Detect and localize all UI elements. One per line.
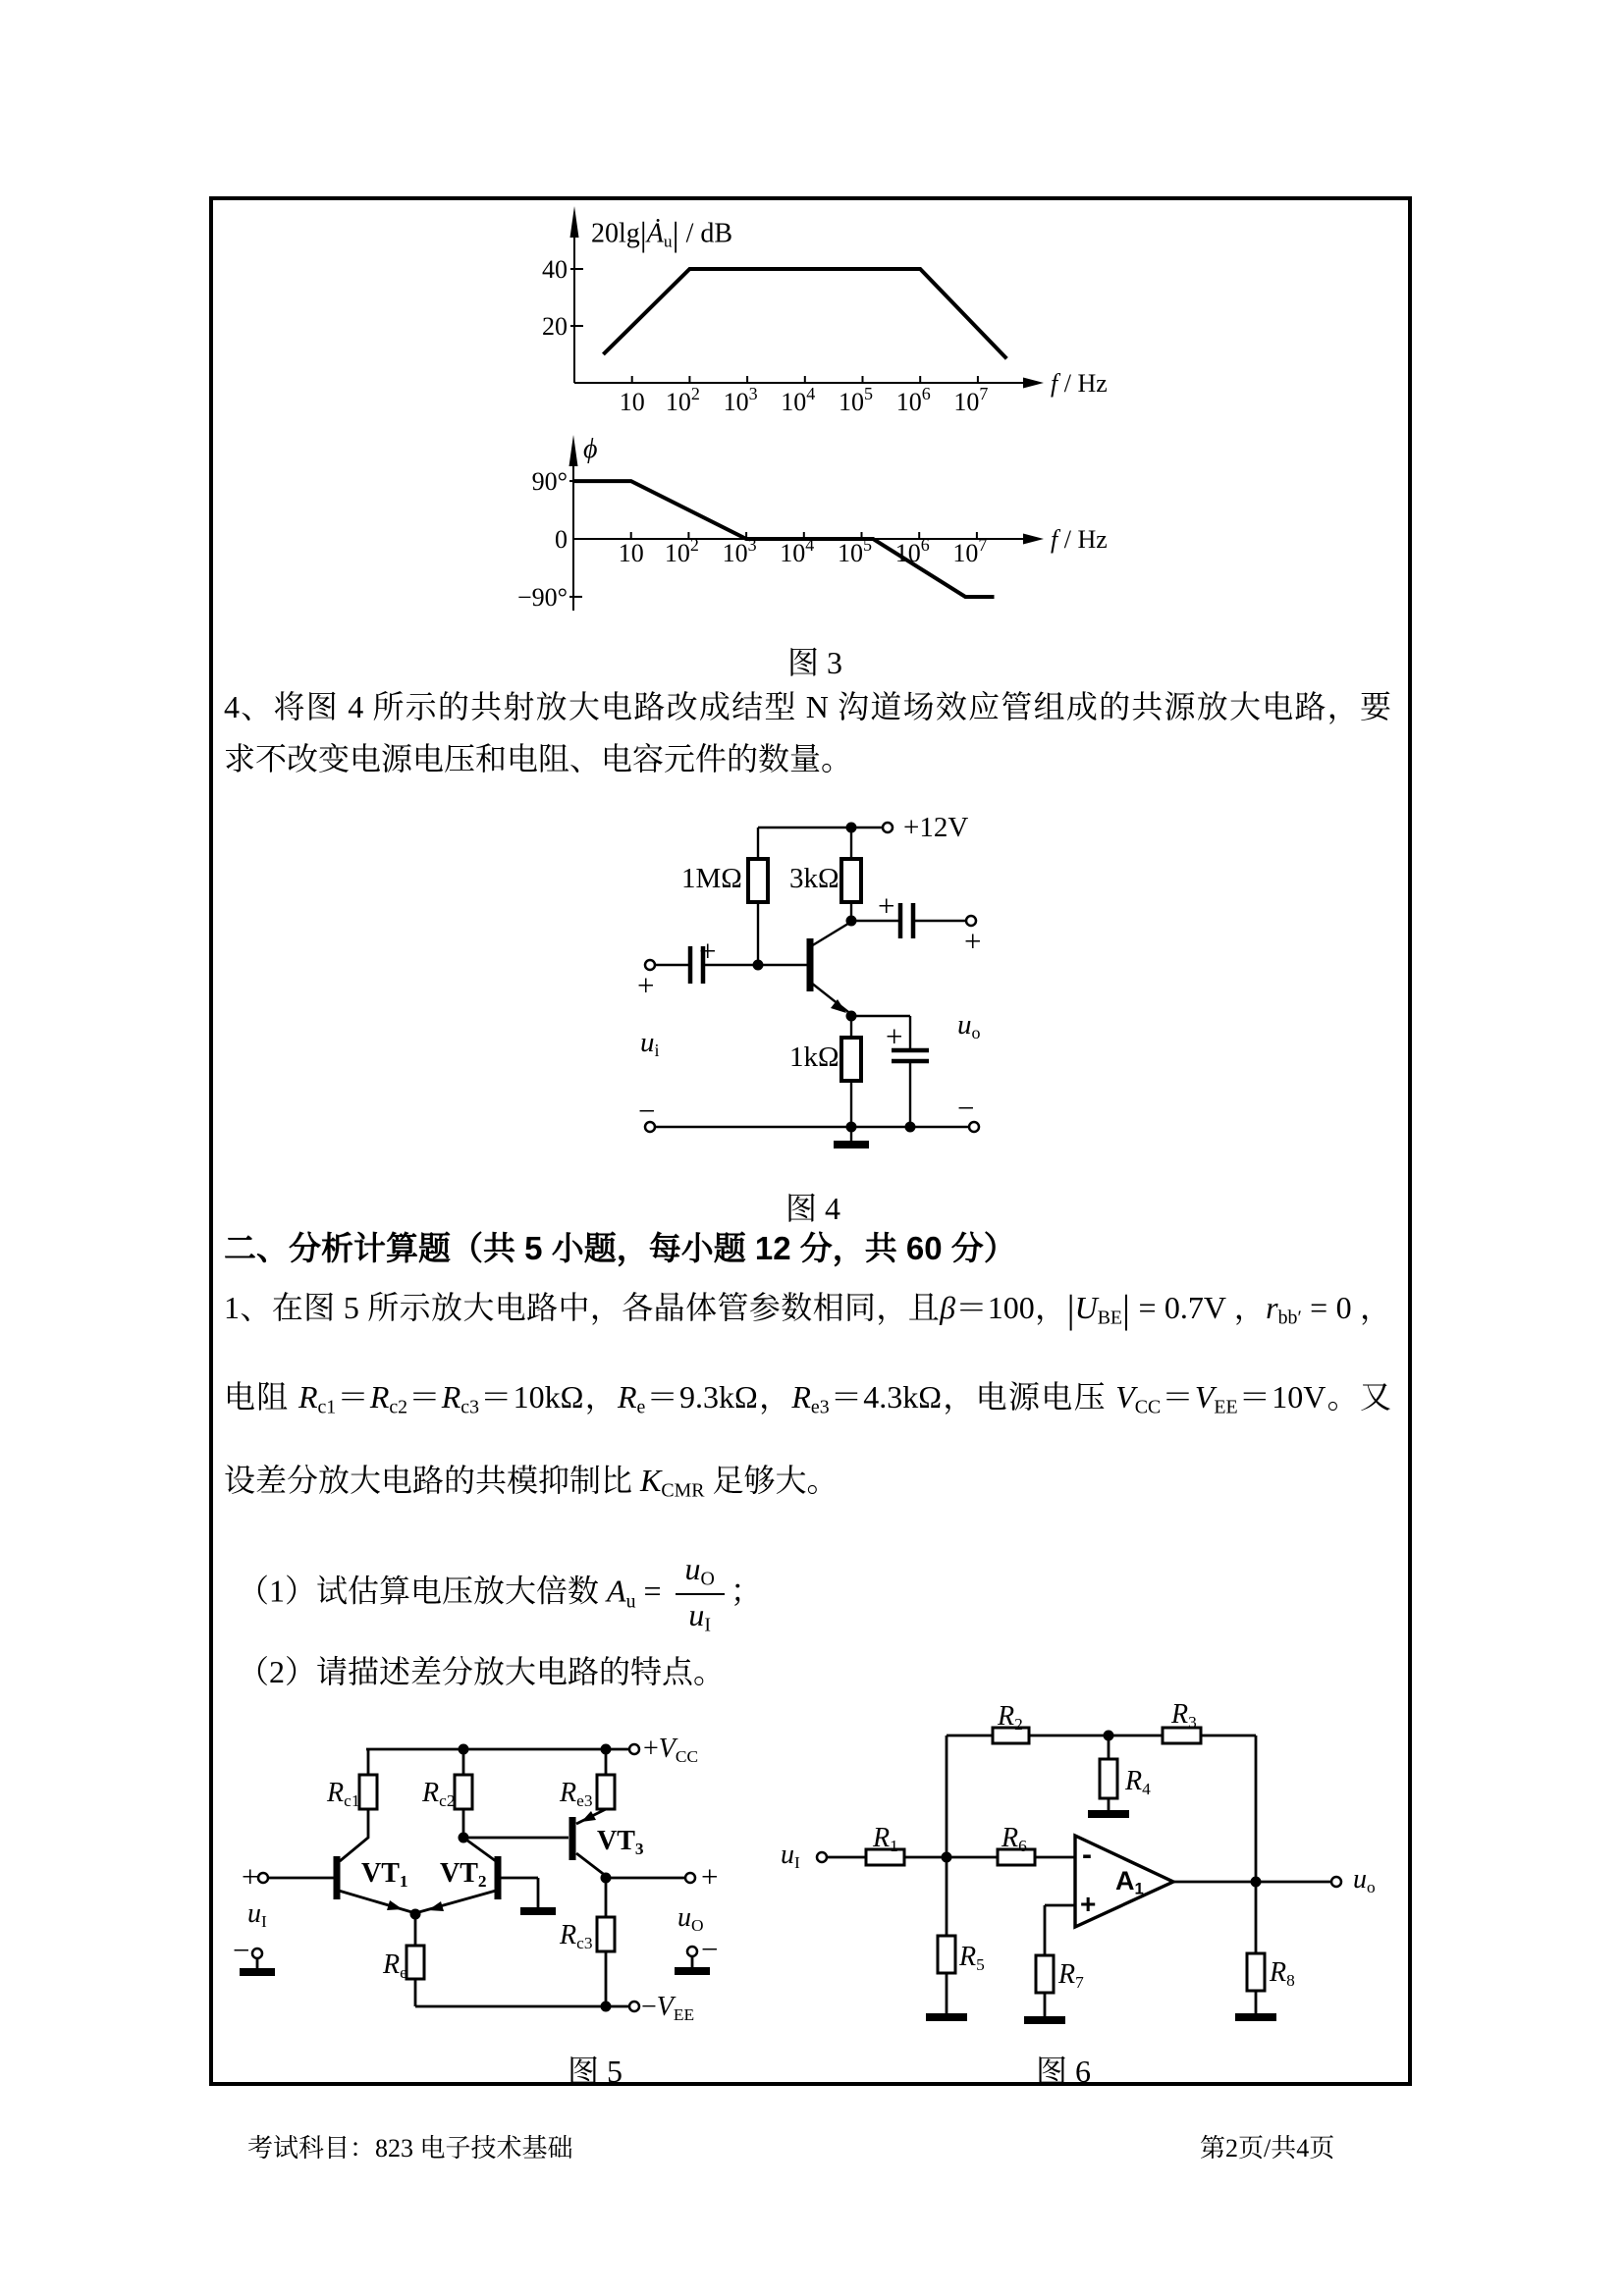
fig6-noninverting-input-sign: + [1080, 1889, 1097, 1919]
q1-line2: 电阻 $R_{c1}=R_{c2}=R_{c3}=10k\Omega$，$R_e=9.3k\Omega$，$R_{e3}=4.3k\Omega$，电源电压 $V_{CC}=V_{EE}=10V$。又 [224, 1379, 1391, 1418]
fig5-vt3-label: $VT_3$ [597, 1826, 644, 1858]
fig4-cap1-plus: + [699, 934, 717, 968]
q1-line3: 设差分放大电路的共模抑制比 $K_{CMR}$ 足够大。 [224, 1463, 839, 1502]
fig6-uo-label: $u_o$ [1353, 1864, 1376, 1896]
fig5-ui-label: $u_I$ [247, 1898, 267, 1931]
fig4-bypass-plus: + [886, 1019, 903, 1053]
fig6-r8-label: $R_8$ [1270, 1957, 1295, 1990]
fig5-re3-label: $R_{e3}$ [560, 1778, 593, 1810]
svg-text:40: 40 [542, 255, 568, 284]
fig6-r7-label: $R_7$ [1058, 1959, 1084, 1992]
svg-text:107: $10^7$ [952, 535, 988, 567]
svg-text:−90°: −90° [516, 582, 568, 612]
fig5-vee-label: $-V_{EE}$ [641, 1992, 695, 2024]
fig4-input-minus: − [638, 1094, 656, 1128]
fig5-output-plus: + [701, 1859, 719, 1894]
fig5-vt2-label: $VT_2$ [440, 1858, 487, 1891]
fig5-rc1-label: $R_{c1}$ [327, 1778, 360, 1810]
figure3-bode-plots [511, 191, 1119, 643]
fig4-supply-label: +12V [903, 812, 969, 843]
figure3-caption: 图 3 [787, 645, 843, 680]
fig4-rb-label: 1MΩ [681, 863, 742, 894]
fig6-r2-label: $R_2$ [998, 1701, 1023, 1734]
fig5-input-minus: − [233, 1933, 250, 1967]
fig5-uo-label: $u_O$ [677, 1902, 704, 1935]
footer-exam-subject: 考试科目：823 电子技术基础 [247, 2134, 573, 2163]
fig4-rc-label: 3kΩ [789, 863, 839, 894]
fig6-r1-label: $R_1$ [873, 1823, 898, 1855]
fig4-cap2-plus: + [878, 888, 895, 923]
fig6-inverting-input-sign: - [1082, 1839, 1092, 1871]
q1-item2: （2）请描述差分放大电路的特点。 [238, 1654, 726, 1689]
svg-text:106: $10^6$ [895, 384, 931, 416]
svg-text:102: $10^2$ [664, 535, 699, 567]
svg-text:f / Hz: f / Hz [1051, 369, 1108, 398]
fig6-ui-label: $u_I$ [781, 1840, 800, 1872]
fig5-emitter-arrows [387, 1811, 596, 1911]
fig4-output-plus: + [964, 924, 982, 958]
q1-item1: （1）试估算电压放大倍数 $A_u$ = $\frac{u_O}{u_I}$ ； [238, 1551, 762, 1636]
fig5-rc3-label: $R_{c3}$ [560, 1920, 593, 1952]
bode-phase [517, 435, 1108, 612]
fig4-ui-label: $u_i$ [640, 1027, 660, 1061]
fig5-vt1-label: $VT_1$ [361, 1858, 408, 1891]
footer-page-number: 第2页/共4页 [1200, 2134, 1335, 2163]
fig5-rc2-label: $R_{c2}$ [422, 1778, 456, 1810]
fig4-output-minus: − [957, 1091, 975, 1125]
svg-text:104: $10^4$ [781, 384, 816, 416]
magnitude-axis-label: $20\lg|Ȧ_u|$ / dB [591, 215, 733, 253]
svg-text:102: $10^2$ [665, 384, 700, 416]
fig6-resistors [866, 1728, 1265, 1993]
phase-axis-label: ϕ [583, 434, 598, 464]
svg-text:103: $10^3$ [723, 384, 758, 416]
fig6-r5-label: $R_5$ [959, 1942, 985, 1974]
fig5-output-minus: − [701, 1932, 719, 1966]
fig6-grounds [926, 1814, 1276, 2020]
figure6-caption: 图 6 [1036, 2054, 1092, 2089]
svg-text:104: $10^4$ [780, 535, 815, 567]
svg-text:107: $10^7$ [953, 384, 989, 416]
svg-text:10: 10 [619, 388, 645, 416]
svg-text:103: $10^3$ [722, 535, 757, 567]
svg-text:105: $10^5$ [838, 535, 872, 567]
svg-text:10: 10 [618, 539, 644, 567]
fig6-r6-label: $R_6$ [1001, 1823, 1027, 1855]
fig4-re-label: 1kΩ [789, 1041, 839, 1073]
fig4-input-plus: + [637, 968, 655, 1002]
fig6-r4-label: $R_4$ [1125, 1766, 1151, 1798]
q1-line1: 1、在图 5 所示放大电路中，各晶体管参数相同，且β＝100，$|U_{BE}| = 0.7V$ ，$r_{bb'} = 0$ ， [224, 1287, 1391, 1331]
svg-text:f / Hz: f / Hz [1051, 525, 1108, 554]
figure4-caption: 图 4 [785, 1191, 841, 1226]
fig6-opamp-label: $A_1$ [1115, 1866, 1144, 1898]
fig5-input-plus: + [242, 1859, 259, 1894]
svg-text:20: 20 [542, 312, 568, 341]
svg-text:90°: 90° [531, 467, 568, 497]
fig6-r3-label: $R_3$ [1171, 1699, 1197, 1732]
fig4-uo-label: $u_o$ [957, 1009, 981, 1043]
fig5-vcc-label: $+V_{CC}$ [643, 1734, 699, 1766]
svg-text:106: $10^6$ [894, 535, 930, 567]
svg-text:0: 0 [555, 525, 568, 554]
figure5-caption: 图 5 [568, 2054, 623, 2089]
question4-line2: 求不改变电源电压和电阻、电容元件的数量。 [224, 741, 853, 776]
fig5-grounds [240, 1911, 710, 1972]
question4-line1: 4、将图 4 所示的共射放大电路改成结型 N 沟道场效应管组成的共源放大电路，要 [224, 689, 1391, 724]
fig5-re-label: $R_e$ [383, 1949, 407, 1982]
section2-heading: 二、分析计算题（共 5 小题，每小题 12 分，共 60 分） [224, 1230, 1016, 1266]
svg-text:105: $10^5$ [839, 384, 873, 416]
